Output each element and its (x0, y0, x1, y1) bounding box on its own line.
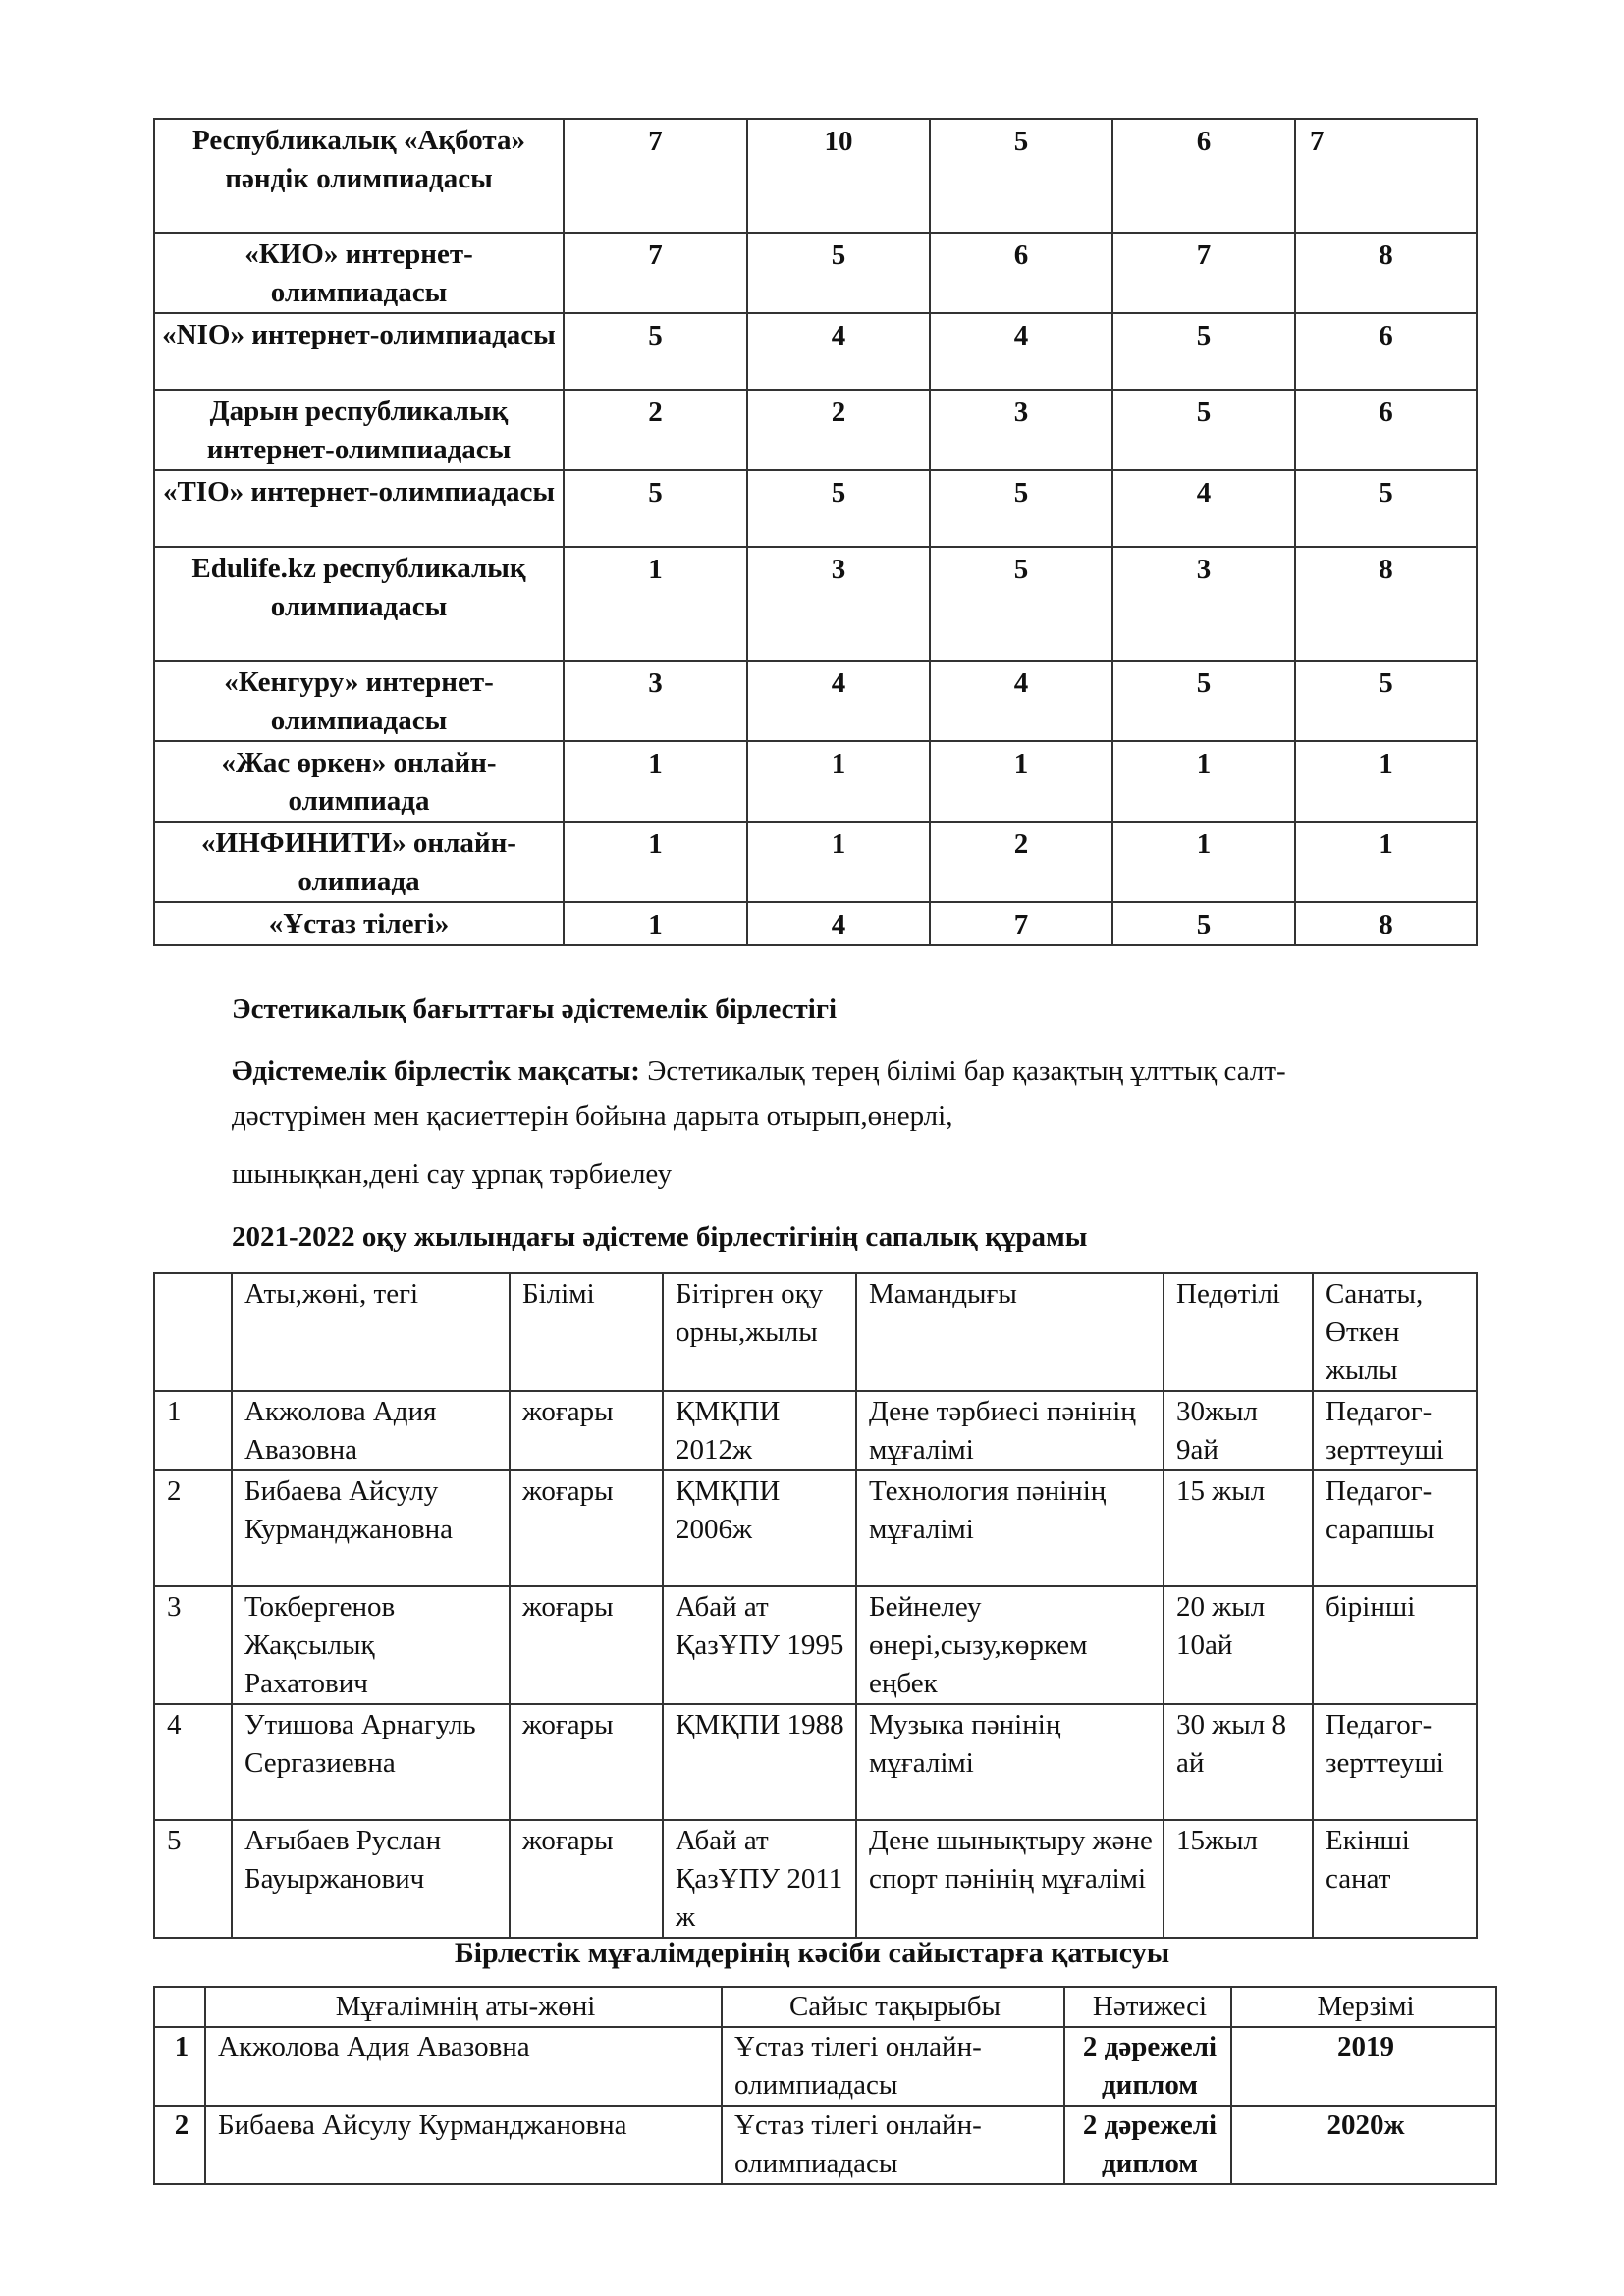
olympiad-count: 10 (747, 119, 930, 233)
olympiad-count: 5 (930, 470, 1112, 547)
staff-cell: бірінші (1313, 1586, 1477, 1704)
olympiad-count: 5 (930, 119, 1112, 233)
goal-line-3: шынықкан,дені сау ұрпақ тәрбиелеу (232, 1158, 673, 1190)
olympiad-count: 8 (1295, 547, 1477, 661)
olympiad-count: 5 (564, 313, 747, 390)
olympiad-count: 1 (930, 741, 1112, 822)
olympiad-count: 4 (930, 661, 1112, 741)
contests-header-cell: Мұғалімнің аты-жөні (205, 1987, 722, 2027)
olympiad-row (154, 822, 1477, 902)
olympiad-count: 4 (747, 902, 930, 945)
staff-header-cell: Бітірген оқу орны,жылы (663, 1273, 856, 1391)
staff-cell: 4 (154, 1704, 232, 1820)
olympiad-name: «ИНФИНИТИ» онлайн-олипиада (154, 822, 564, 902)
olympiad-name: «КИО» интернет-олимпиадасы (154, 233, 564, 313)
goal-text: Эстетикалық терең білімі бар қазақтың ұлттық салт- (639, 1055, 1286, 1087)
olympiad-count: 6 (1112, 119, 1295, 233)
olympiad-count: 1 (1295, 822, 1477, 902)
olympiad-row (154, 902, 1477, 945)
olympiad-count: 7 (930, 902, 1112, 945)
staff-cell: 15 жыл (1164, 1470, 1313, 1586)
olympiad-count: 5 (1112, 390, 1295, 470)
olympiad-count: 2 (747, 390, 930, 470)
staff-cell: Абай ат ҚазҰПУ 1995 (663, 1586, 856, 1704)
staff-header-cell: Білімі (510, 1273, 663, 1391)
olympiad-count: 7 (1112, 233, 1295, 313)
olympiad-name: «ТІО» интернет-олимпиадасы (154, 470, 564, 547)
staff-cell: жоғары (510, 1586, 663, 1704)
olympiad-count: 5 (1112, 902, 1295, 945)
contest-topic: Ұстаз тілегі онлайн-олимпиадасы (722, 2106, 1064, 2184)
staff-cell: жоғары (510, 1470, 663, 1586)
olympiad-count: 2 (564, 390, 747, 470)
composition-title: 2021-2022 оқу жылындағы әдістеме бірлестігінің сапалық құрамы (232, 1221, 1088, 1253)
olympiad-count: 3 (1112, 547, 1295, 661)
olympiad-count: 1 (747, 822, 930, 902)
staff-cell: Педагог-зерттеуші (1313, 1391, 1477, 1470)
olympiad-row (154, 313, 1477, 390)
olympiad-row (154, 119, 1477, 233)
contest-index: 2 (154, 2106, 205, 2184)
staff-header-cell: Санаты, Өткен жылы (1313, 1273, 1477, 1391)
olympiad-name: Дарын республикалық интернет-олимпиадасы (154, 390, 564, 470)
olympiad-count: 3 (747, 547, 930, 661)
olympiad-count: 5 (1112, 313, 1295, 390)
staff-cell: Абай ат ҚазҰПУ 2011 ж (663, 1820, 856, 1938)
goal-line-2: дәстүрімен мен қасиеттерін бойына дарыта отырып,өнерлі, (232, 1100, 953, 1132)
staff-header-row (154, 1273, 1477, 1391)
olympiad-name: «Жас өркен» онлайн-олимпиада (154, 741, 564, 822)
olympiad-name: Edulife.kz республикалық олимпиадасы (154, 547, 564, 661)
olympiad-row (154, 470, 1477, 547)
olympiad-count: 5 (564, 470, 747, 547)
contest-index: 1 (154, 2027, 205, 2106)
olympiad-count: 5 (1295, 661, 1477, 741)
staff-cell: 15жыл (1164, 1820, 1313, 1938)
contest-row (154, 2027, 1496, 2106)
teacher-name: Бибаева Айсулу Курманджановна (205, 2106, 722, 2184)
olympiad-count: 4 (747, 661, 930, 741)
olympiad-name: «NIO» интернет-олимпиадасы (154, 313, 564, 390)
olympiad-row (154, 741, 1477, 822)
olympiad-count: 7 (1295, 119, 1477, 233)
olympiad-count: 2 (930, 822, 1112, 902)
staff-cell: 2 (154, 1470, 232, 1586)
staff-cell: 3 (154, 1586, 232, 1704)
olympiad-count: 1 (564, 902, 747, 945)
olympiad-row (154, 233, 1477, 313)
staff-cell: Утишова Арнагуль Сергазиевна (232, 1704, 510, 1820)
olympiad-count: 5 (1295, 470, 1477, 547)
staff-cell: жоғары (510, 1820, 663, 1938)
staff-cell: Педагог-зерттеуші (1313, 1704, 1477, 1820)
staff-cell: Дене шынықтыру және спорт пәнінің мұғалімі (856, 1820, 1164, 1938)
staff-cell: 30жыл 9ай (1164, 1391, 1313, 1470)
contests-table (153, 1986, 1497, 2185)
olympiad-count: 5 (747, 470, 930, 547)
staff-cell: Музыка пәнінің мұғалімі (856, 1704, 1164, 1820)
staff-cell: ҚМҚПИ 2012ж (663, 1391, 856, 1470)
contests-header-cell (154, 1987, 205, 2027)
staff-cell: Екінші санат (1313, 1820, 1477, 1938)
olympiad-name: «Ұстаз тілегі» (154, 902, 564, 945)
olympiad-count: 1 (1295, 741, 1477, 822)
staff-cell: ҚМҚПИ 2006ж (663, 1470, 856, 1586)
staff-cell: жоғары (510, 1391, 663, 1470)
staff-row (154, 1820, 1477, 1938)
contest-row (154, 2106, 1496, 2184)
olympiad-count: 1 (1112, 741, 1295, 822)
staff-cell: ҚМҚПИ 1988 (663, 1704, 856, 1820)
contest-topic: Ұстаз тілегі онлайн-олимпиадасы (722, 2027, 1064, 2106)
contests-title: Бірлестік мұғалімдерінің кәсіби сайыстарға қатысуы (454, 1937, 1170, 1969)
staff-cell: Бибаева Айсулу Курманджановна (232, 1470, 510, 1586)
olympiad-count: 8 (1295, 233, 1477, 313)
staff-cell: Дене тәрбиесі пәнінің мұғалімі (856, 1391, 1164, 1470)
olympiad-count: 1 (564, 741, 747, 822)
contests-header-cell: Сайыс тақырыбы (722, 1987, 1064, 2027)
contests-header-row (154, 1987, 1496, 2027)
staff-header-cell: Педөтілі (1164, 1273, 1313, 1391)
staff-row (154, 1391, 1477, 1470)
olympiad-count: 1 (747, 741, 930, 822)
olympiad-row (154, 661, 1477, 741)
olympiad-count: 4 (930, 313, 1112, 390)
staff-header-cell: Мамандығы (856, 1273, 1164, 1391)
staff-row (154, 1586, 1477, 1704)
contest-date: 2020ж (1231, 2106, 1496, 2184)
contest-date: 2019 (1231, 2027, 1496, 2106)
staff-row (154, 1704, 1477, 1820)
olympiad-count: 7 (564, 119, 747, 233)
olympiad-count: 7 (564, 233, 747, 313)
olympiad-count: 8 (1295, 902, 1477, 945)
olympiad-count: 4 (1112, 470, 1295, 547)
olympiad-count: 1 (1112, 822, 1295, 902)
staff-cell: 30 жыл 8 ай (1164, 1704, 1313, 1820)
staff-cell: Технология пәнінің мұғалімі (856, 1470, 1164, 1586)
olympiad-count: 5 (1112, 661, 1295, 741)
staff-header-cell (154, 1273, 232, 1391)
staff-row (154, 1470, 1477, 1586)
olympiad-count: 4 (747, 313, 930, 390)
olympiad-row (154, 547, 1477, 661)
staff-cell: 20 жыл 10ай (1164, 1586, 1313, 1704)
olympiad-count: 6 (1295, 313, 1477, 390)
staff-cell: Педагог-сарапшы (1313, 1470, 1477, 1586)
olympiad-count: 5 (747, 233, 930, 313)
staff-cell: Бейнелеу өнері,сызу,көркем еңбек (856, 1586, 1164, 1704)
staff-cell: 1 (154, 1391, 232, 1470)
staff-composition-table (153, 1272, 1478, 1939)
goal-line-1 (232, 1051, 1286, 1091)
olympiad-name: «Кенгуру» интернет-олимпиадасы (154, 661, 564, 741)
contests-header-cell: Мерзімі (1231, 1987, 1496, 2027)
olympiad-results-table (153, 118, 1478, 946)
contests-header-cell: Нәтижесі (1064, 1987, 1231, 2027)
section-title: Эстетикалық бағыттағы әдістемелік бірлестігі (232, 993, 838, 1025)
contest-result: 2 дәрежелі диплом (1064, 2027, 1231, 2106)
teacher-name: Акжолова Адия Авазовна (205, 2027, 722, 2106)
olympiad-count: 6 (930, 233, 1112, 313)
olympiad-count: 3 (930, 390, 1112, 470)
olympiad-count: 5 (930, 547, 1112, 661)
olympiad-count: 1 (564, 822, 747, 902)
staff-cell: Акжолова Адия Авазовна (232, 1391, 510, 1470)
staff-header-cell: Аты,жөні, тегі (232, 1273, 510, 1391)
olympiad-name: Республикалық «Ақбота» пәндік олимпиадасы (154, 119, 564, 233)
staff-cell: 5 (154, 1820, 232, 1938)
olympiad-row (154, 390, 1477, 470)
olympiad-count: 1 (564, 547, 747, 661)
staff-cell: Токбергенов Жақсылық Рахатович (232, 1586, 510, 1704)
contest-result: 2 дәрежелі диплом (1064, 2106, 1231, 2184)
staff-cell: жоғары (510, 1704, 663, 1820)
olympiad-count: 3 (564, 661, 747, 741)
olympiad-count: 6 (1295, 390, 1477, 470)
staff-cell: Ағыбаев Руслан Бауыржанович (232, 1820, 510, 1938)
goal-label: Әдістемелік бірлестік мақсаты: (232, 1055, 640, 1087)
